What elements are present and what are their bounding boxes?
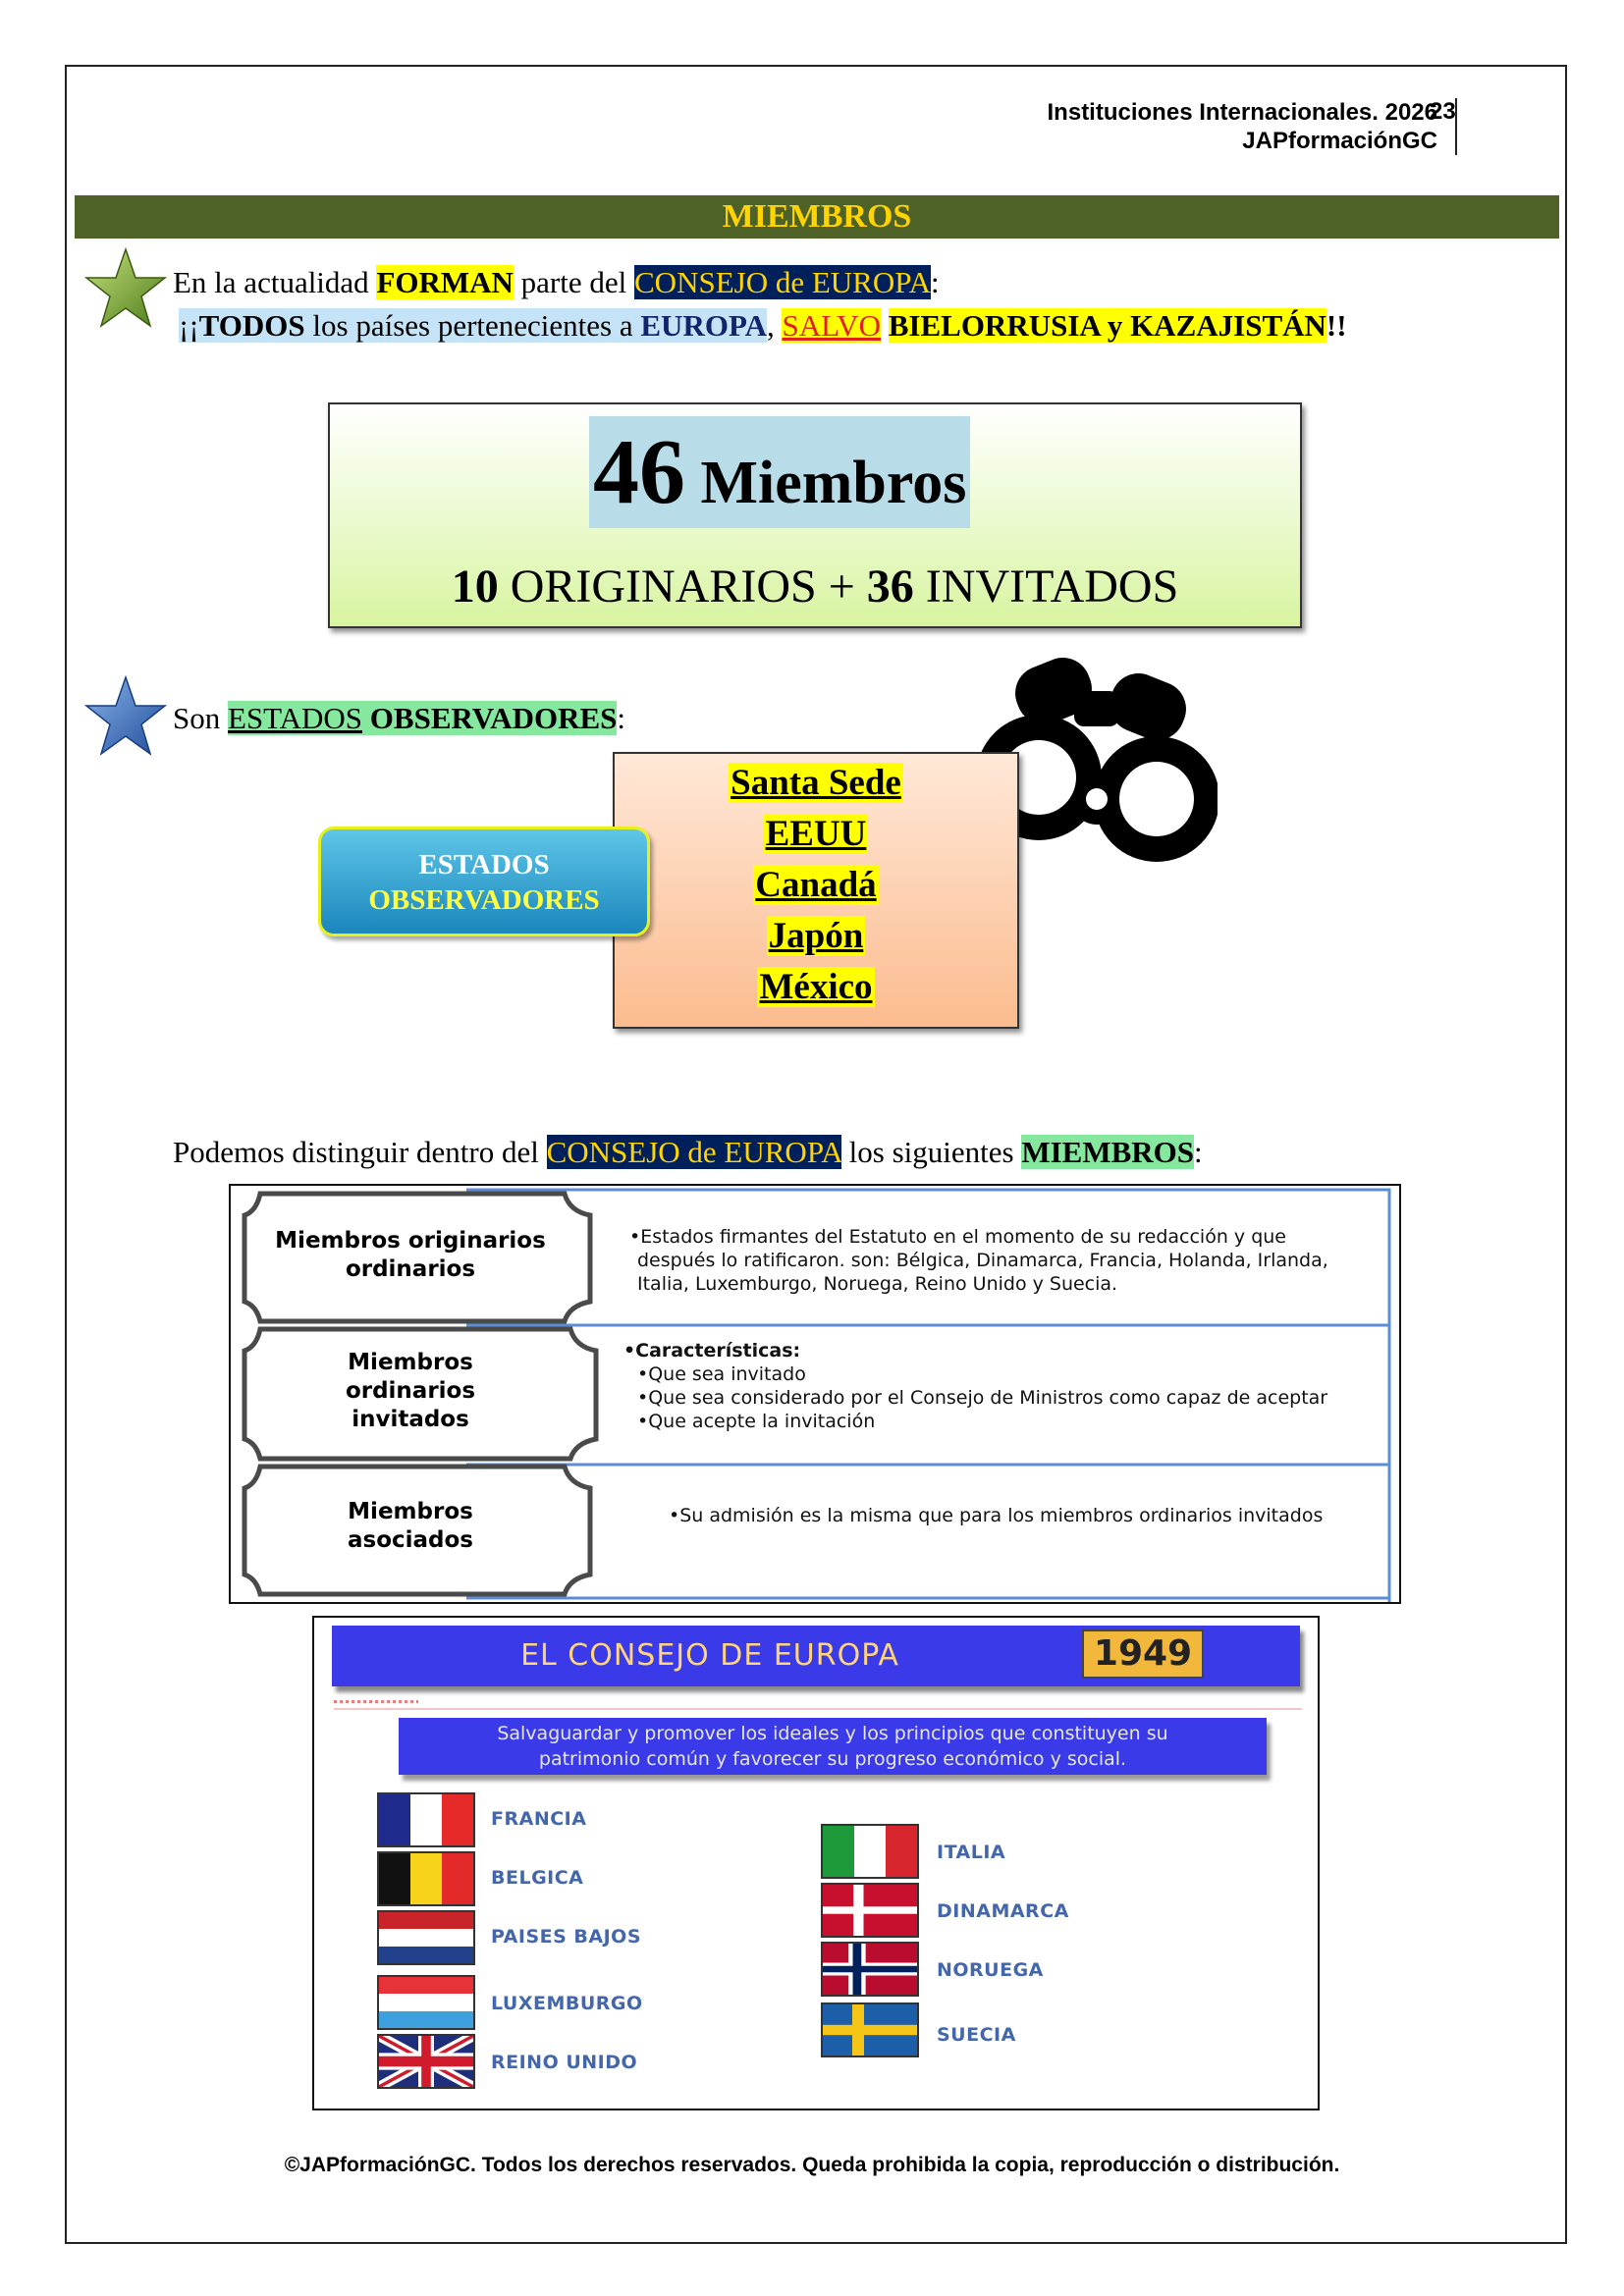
united-kingdom-flag-icon [377,2034,475,2089]
country-name: PAISES BAJOS [491,1926,642,1948]
country-name: BELGICA [491,1867,584,1889]
italy-flag-icon [821,1824,919,1879]
observer-states-list [613,752,1019,1029]
list-item: Japón [768,916,864,956]
copyright-footer: ©JAPformaciónGC. Todos los derechos reservados. Queda prohibida la copia, reproducción o distribución. [284,2154,1340,2176]
intro-line-2: ¡¡TODOS los países pertenecientes a EUROPA, SALVO BIELORRUSIA y KAZAJISTÁN!! [179,308,1347,343]
country-name: FRANCIA [491,1808,587,1830]
country-name: NORUEGA [937,1959,1044,1981]
member-type-label: Miembros originarios ordinarios [275,1228,546,1282]
divider [334,1708,1302,1710]
netherlands-flag-icon [377,1910,475,1965]
intro-line-1: En la actualidad FORMAN parte del CONSEJO de EUROPA: [173,265,940,299]
council-of-europe-graphic [312,1616,1320,2110]
page-number: 23 [1430,98,1456,125]
norway-flag-icon [821,1942,919,1997]
country-name: SUECIA [937,2024,1016,2046]
belgium-flag-icon [377,1851,475,1906]
member-types-table [229,1184,1401,1604]
council-title-bar: EL CONSEJO DE EUROPA 1949 [332,1626,1300,1686]
list-item: México [759,967,873,1007]
luxembourg-flag-icon [377,1975,475,2030]
list-item: EEUU [765,814,867,854]
section-title: MIEMBROS [75,195,1559,239]
blue-star-icon [84,675,167,758]
founding-year: 1949 [1082,1629,1204,1679]
members-breakdown: 10 ORIGINARIOS + 36 INVITADOS [451,561,1179,613]
member-type-description: •Estados firmantes del Estatuto en el momento de su redacción y que después lo ratificaron. son: Bélgica, Dinamarca, Francia, Holanda, Irlanda, Italia, Luxemburgo, Noruega, Reino Unido y Suecia. [629,1226,1328,1295]
sweden-flag-icon [821,2002,919,2057]
member-type-description: •Características: •Que sea invitado •Que sea considerado por el Consejo de Ministros como capaz de aceptar •Que acepte la invitación [623,1340,1328,1432]
denmark-flag-icon [821,1883,919,1938]
page-header [1048,98,1457,155]
list-item: Canadá [755,865,877,905]
members-intro: Podemos distinguir dentro del CONSEJO de EUROPA los siguientes MIEMBROS: [173,1135,1203,1169]
header-title: Instituciones Internacionales. 2026 [1047,99,1437,126]
france-flag-icon [377,1792,475,1847]
member-type-label: Miembros ordinarios invitados [345,1350,476,1432]
members-count: 46 Miembros [589,416,970,528]
list-item: Santa Sede [731,763,901,803]
country-name: ITALIA [937,1842,1006,1863]
council-subtitle: Salvaguardar y promover los ideales y los principios que constituyen su patrimonio común y favorecer su progreso económico y social. [399,1718,1267,1775]
country-name: LUXEMBURGO [491,1993,643,2014]
member-type-label: Miembros asociados [347,1499,473,1553]
green-star-icon [84,247,167,330]
members-count-box [328,402,1302,628]
country-name: DINAMARCA [937,1900,1069,1922]
observer-states-button: ESTADOS OBSERVADORES [318,827,650,936]
observers-intro: Son ESTADOS OBSERVADORES: [173,701,626,735]
country-name: REINO UNIDO [491,2052,638,2073]
member-type-description: •Su admisión es la misma que para los miembros ordinarios invitados [669,1505,1324,1526]
decorative-dashes [334,1700,418,1703]
header-brand: JAPformaciónGC [1242,128,1437,154]
